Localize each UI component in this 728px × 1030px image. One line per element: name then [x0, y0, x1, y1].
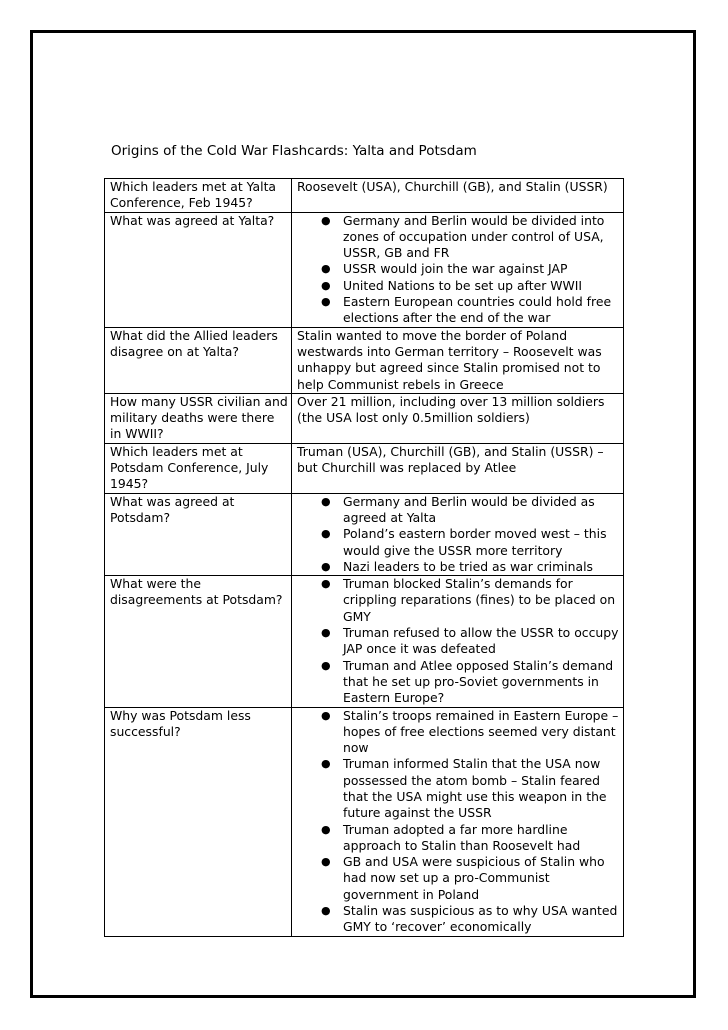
answer-bullet-item [321, 903, 620, 936]
flashcard-row [105, 212, 624, 327]
flashcard-row [105, 707, 624, 936]
flashcard-question: What was agreed at Potsdam? [105, 493, 292, 575]
bullet-text: Truman blocked Stalin’s demands for crippling reparations (fines) to be placed on GMY [343, 576, 616, 624]
bullet-icon: ● [321, 262, 331, 276]
bullet-text: Nazi leaders to be tried as war criminals [343, 558, 593, 574]
answer-bullet-list [297, 576, 620, 706]
bullet-text: Stalin’s troops remained in Eastern Europe – hopes of free elections seemed very distant now [343, 707, 619, 756]
bullet-text: Poland’s eastern border moved west – this would give the USSR more territory [343, 526, 607, 558]
bullet-icon: ● [321, 494, 331, 508]
bullet-text: Eastern European countries could hold free elections after the end of the war [343, 294, 612, 326]
bullet-icon: ● [321, 658, 331, 672]
answer-text: Stalin wanted to move the border of Poland westwards into German territory – Roosevelt was unhappy but agreed since Stalin promised not to help Communist rebels in Greece [297, 327, 602, 392]
flashcard-row [105, 493, 624, 575]
answer-bullet-item [321, 657, 620, 707]
bullet-text: USSR would join the war against JAP [343, 261, 568, 277]
bullet-text: Germany and Berlin would be divided as agreed at Yalta [343, 493, 595, 525]
flashcard-question: What was agreed at Yalta? [105, 212, 292, 327]
bullet-text: Truman informed Stalin that the USA now possessed the atom bomb – Stalin feared that the USA might use this weapon in the future against the USSR [343, 756, 607, 821]
bullet-icon: ● [321, 708, 331, 722]
flashcard-answer [292, 393, 624, 443]
bullet-icon: ● [321, 822, 331, 836]
flashcard-row [105, 179, 624, 213]
answer-bullet-item [321, 526, 620, 559]
answer-bullet-item [321, 756, 620, 821]
answer-bullet-item [321, 854, 620, 903]
bullet-text: Truman and Atlee opposed Stalin’s demand that he set up pro-Soviet governments in Eastern Europe? [343, 657, 614, 706]
flashcard-answer [292, 443, 624, 493]
flashcard-answer [292, 576, 624, 707]
bullet-text: Germany and Berlin would be divided into zones of occupation under control of USA, USSR, GB and FR [343, 212, 605, 261]
document-title: Origins of the Cold War Flashcards: Yalta and Potsdam [111, 143, 477, 159]
bullet-icon: ● [321, 855, 331, 869]
answer-bullet-item [321, 558, 620, 575]
answer-bullet-item [321, 493, 620, 527]
answer-bullet-item [321, 625, 620, 658]
bullet-text: Stalin was suspicious as to why USA wanted GMY to ‘recover’ economically [343, 903, 618, 935]
answer-text: Truman (USA), Churchill (GB), and Stalin (USSR) – but Churchill was replaced by Atlee [297, 443, 604, 476]
answer-text: Over 21 million, including over 13 million soldiers (the USA lost only 0.5million soldiers) [297, 393, 605, 426]
flashcard-answer [292, 327, 624, 393]
flashcard-rows [105, 179, 624, 937]
flashcard-row [105, 576, 624, 707]
flashcard-answer [292, 179, 624, 213]
answer-bullet-item [321, 212, 620, 262]
answer-bullet-item [321, 277, 620, 294]
flashcard-row [105, 393, 624, 443]
flashcard-row [105, 327, 624, 393]
bullet-icon: ● [321, 577, 331, 591]
bullet-text: United Nations to be set up after WWII [343, 277, 583, 293]
bullet-text: Truman refused to allow the USSR to occupy JAP once it was defeated [343, 625, 619, 657]
answer-bullet-item [321, 707, 620, 757]
bullet-icon: ● [321, 213, 331, 227]
bullet-text: GB and USA were suspicious of Stalin who had now set up a pro-Communist government in Poland [343, 854, 605, 902]
flashcard-question: Why was Potsdam less successful? [105, 707, 292, 936]
answer-bullet-item [321, 294, 620, 327]
flashcard-table [104, 178, 624, 937]
answer-bullet-list [297, 213, 620, 327]
flashcard-question: Which leaders met at Potsdam Conference, July 1945? [105, 443, 292, 493]
answer-bullet-item [321, 261, 620, 277]
bullet-icon: ● [321, 757, 331, 771]
answer-bullet-list [297, 494, 620, 575]
flashcard-answer [292, 493, 624, 575]
bullet-icon: ● [321, 626, 331, 640]
flashcard-answer [292, 212, 624, 327]
flashcard-question: How many USSR civilian and military deaths were there in WWII? [105, 393, 292, 443]
flashcard-question: Which leaders met at Yalta Conference, Feb 1945? [105, 179, 292, 213]
flashcard-row [105, 443, 624, 493]
answer-text: Roosevelt (USA), Churchill (GB), and Stalin (USSR) [297, 179, 608, 194]
bullet-text: Truman adopted a far more hardline approach to Stalin than Roosevelt had [343, 821, 581, 853]
bullet-icon: ● [321, 904, 331, 918]
flashcard-answer [292, 707, 624, 936]
bullet-icon: ● [321, 295, 331, 309]
bullet-icon: ● [321, 559, 331, 573]
bullet-icon: ● [321, 278, 331, 292]
flashcard-question: What did the Allied leaders disagree on at Yalta? [105, 327, 292, 393]
answer-bullet-item [321, 821, 620, 855]
answer-bullet-item [321, 576, 620, 625]
bullet-icon: ● [321, 527, 331, 541]
flashcard-question: What were the disagreements at Potsdam? [105, 576, 292, 707]
answer-bullet-list [297, 708, 620, 936]
